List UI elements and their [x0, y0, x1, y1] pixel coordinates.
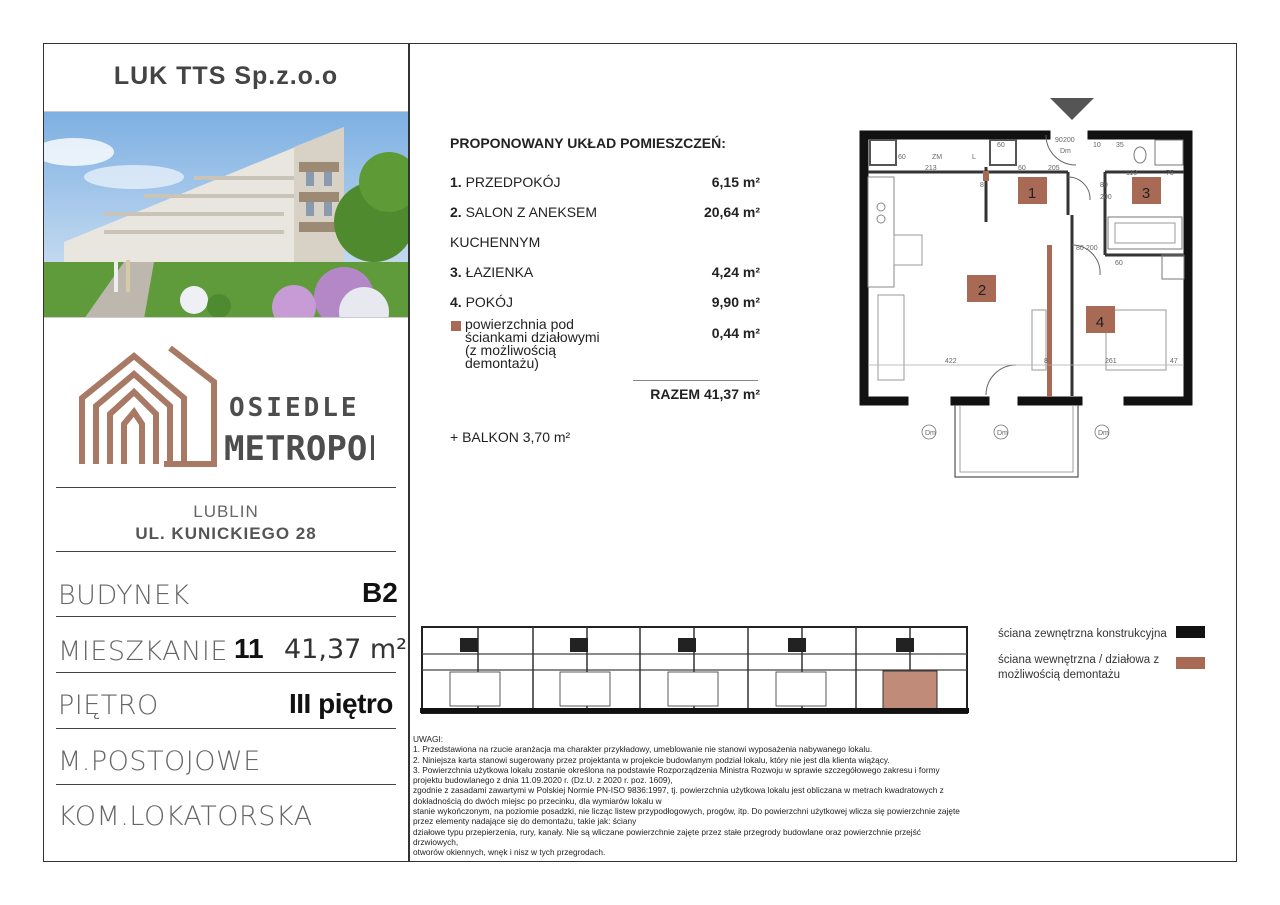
divider	[56, 487, 396, 488]
notes	[413, 734, 963, 858]
flat-number: 11	[234, 633, 264, 664]
svg-text:10: 10	[1093, 142, 1101, 149]
flat-area: 41,37 m²	[284, 634, 408, 665]
svg-text:80: 80	[1100, 182, 1108, 189]
svg-text:213: 213	[925, 165, 937, 172]
svg-text:Dm: Dm	[997, 430, 1008, 437]
room-item: 1. PRZEDPOKÓJ	[450, 174, 561, 190]
partition-area: 0,44 m²	[711, 325, 760, 341]
room-item: KUCHENNYM	[450, 234, 541, 250]
partition-wall	[1047, 245, 1052, 397]
svg-text:422: 422	[945, 358, 957, 365]
logo-line2: METROPOL	[224, 429, 374, 469]
note-line: przez elementy nadające się do demontażu, takie jak: ściany	[413, 816, 637, 827]
room-area: 9,90 m²	[711, 294, 760, 310]
legend-external-swatch	[1176, 626, 1205, 638]
svg-text:200: 200	[1100, 194, 1112, 201]
notes-title: UWAGI:	[413, 734, 444, 744]
room-area: 6,15 m²	[711, 174, 760, 190]
building-label: BUDYNEK	[58, 580, 190, 611]
room-label: 3	[1141, 185, 1151, 202]
room-item: 2. SALON Z ANEKSEM	[450, 204, 598, 220]
svg-text:Dm: Dm	[1098, 430, 1109, 437]
svg-text:L: L	[972, 154, 976, 161]
svg-text:80: 80	[1076, 245, 1084, 252]
floor-value: III piętro	[289, 688, 393, 719]
room-label: 2	[977, 282, 987, 299]
company-name: LUK TTS Sp.z.o.o	[113, 62, 339, 90]
room-area: 4,24 m²	[711, 264, 760, 280]
divider	[56, 784, 396, 785]
storage-label: KOM.LOKATORSKA	[58, 801, 313, 832]
street: UL. KUNICKIEGO 28	[135, 524, 317, 543]
total-area: RAZEM 41,37 m²	[650, 386, 760, 402]
note-line: działowe typu przepierzenia, rury, kanały. Nie są wliczane powierzchnie zajęte przez stałe przegrody budowlane oraz powierzchnie przejść drzwiowych,	[413, 826, 921, 847]
divider	[56, 728, 396, 729]
svg-text:60: 60	[1115, 260, 1123, 267]
flat-label: MIESZKANIE	[58, 636, 228, 667]
room-item: 4. POKÓJ	[450, 294, 514, 310]
svg-text:200: 200	[1063, 137, 1075, 144]
building-key-plan	[420, 624, 970, 720]
floor-plan	[850, 95, 1210, 485]
svg-text:35: 35	[1116, 142, 1124, 149]
legend-external-label: ściana zewnętrzna konstrukcyjna	[998, 628, 1167, 640]
building-rendering-image	[44, 112, 408, 318]
note-line: 1. Przedstawiona na rzucie aranżacja ma charakter przykładowy, umeblowanie nie stanowi wyposażenia nabywanego lokalu.	[413, 744, 873, 755]
svg-text:47: 47	[1170, 358, 1178, 365]
svg-text:60: 60	[1018, 165, 1026, 172]
house-logo-icon	[74, 334, 374, 469]
building-rendering	[44, 111, 408, 318]
svg-text:8: 8	[1044, 358, 1048, 365]
note-line: dokładnością do dwóch miejsc po przecinku, dla wymiarów lokalu w	[413, 795, 662, 806]
room-label: 4	[1095, 314, 1105, 331]
svg-text:75: 75	[1166, 170, 1174, 177]
svg-text:60: 60	[898, 154, 906, 161]
legend-internal-label: ściana wewnętrzna / działowa z możliwością demontażu	[998, 654, 1160, 681]
logo-line1: OSIEDLE	[229, 393, 360, 423]
divider	[56, 672, 396, 673]
svg-text:261: 261	[1105, 358, 1117, 365]
floor-label: PIĘTRO	[58, 690, 159, 721]
column-divider	[408, 43, 410, 862]
svg-text:Dm: Dm	[925, 430, 936, 437]
note-line: 3. Powierzchnia użytkowa lokalu zostanie określona na podstawie Rozporządzenia Ministra Rozwoju w sprawie szczegółowego zakresu i formy	[413, 764, 940, 775]
note-line: otworów okiennych, wnęk i nisz w tych przegrodach.	[413, 847, 606, 858]
svg-text:Dm: Dm	[1060, 148, 1071, 155]
parking-label: M.POSTOJOWE	[58, 746, 261, 777]
legend-internal-swatch	[1176, 657, 1205, 669]
divider	[56, 616, 396, 617]
svg-text:205: 205	[1048, 165, 1060, 172]
svg-text:110: 110	[1126, 170, 1138, 177]
balcony-area: + BALKON 3,70 m²	[450, 429, 571, 445]
room-list-title: PROPONOWANY UKŁAD POMIESZCZEŃ:	[450, 135, 726, 151]
svg-text:90: 90	[1055, 137, 1063, 144]
total-divider	[633, 380, 758, 381]
svg-text:200: 200	[1086, 245, 1098, 252]
note-line: stanie wykończonym, na poziomie posadzki, nie licząc listew przypodłogowych, progów, itp. Do powierzchni użytkowej wlicza się powierzchnie zajęte	[413, 806, 960, 817]
partition-swatch	[451, 321, 461, 331]
svg-text:8: 8	[980, 182, 984, 189]
city: LUBLIN	[193, 502, 259, 521]
divider	[56, 551, 396, 552]
left-panel	[44, 44, 408, 861]
note-line: zgodnie z zasadami zawartymi w Polskiej Normie PN-ISO 9836:1997, tj. powierzchnia użytkowa lokalu jest obliczana w metrach kwadratowych z	[413, 785, 944, 796]
room-item: 3. ŁAZIENKA	[450, 264, 534, 280]
note-line: 2. Niniejsza karta stanowi sugerowany przez projektanta w projekcie budowlanym podział lokalu, który nie jest dla klienta wiążący.	[413, 754, 890, 765]
room-area: 20,64 m²	[703, 204, 760, 220]
room-label: 1	[1027, 185, 1037, 202]
svg-text:60: 60	[997, 142, 1005, 149]
entrance-arrow-icon	[1050, 98, 1094, 120]
note-line: projektu budowlanego z dnia 11.09.2020 r. (Dz.U. z 2020 r. poz. 1609),	[413, 775, 673, 786]
svg-text:ZM: ZM	[932, 154, 943, 161]
osiedle-metropol-logo	[74, 334, 374, 474]
partition-note: powierzchnia pod ściankami działowymi (z możliwością demontażu)	[465, 316, 600, 371]
building-value: B2	[362, 577, 398, 608]
